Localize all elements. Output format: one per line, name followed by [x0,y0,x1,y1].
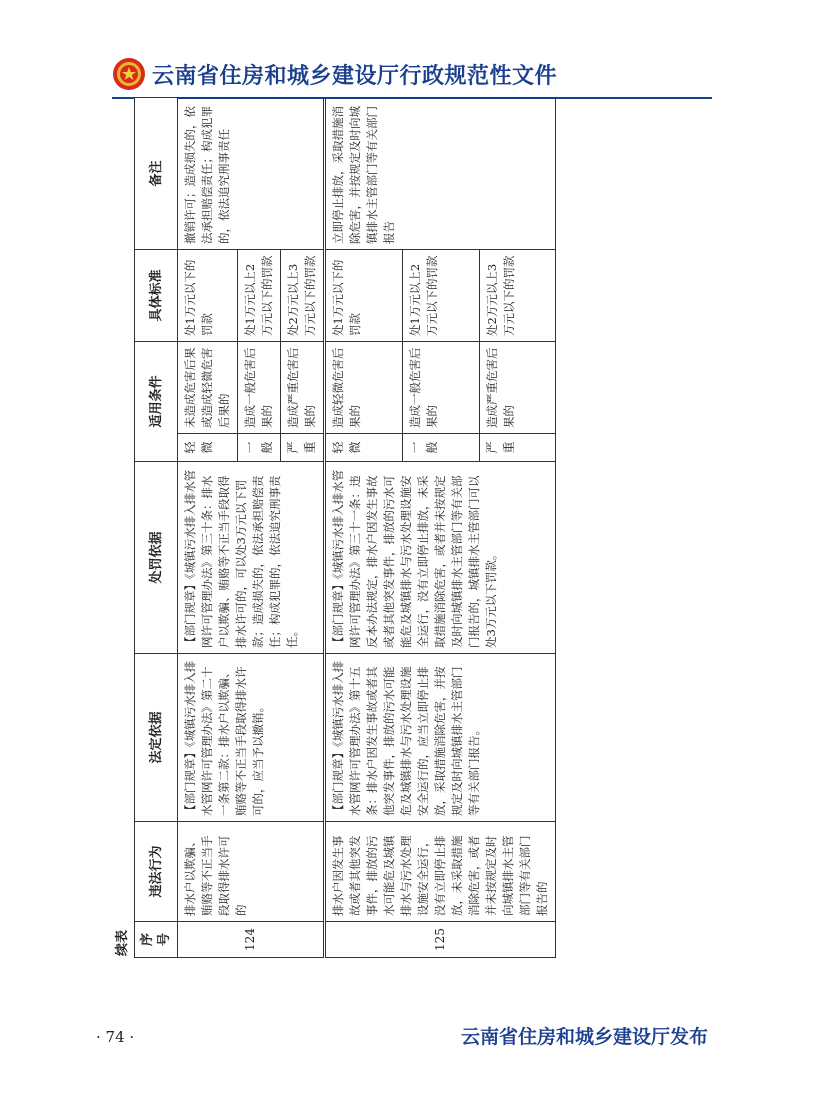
col-header-legal-basis: 法定依据 [135,654,178,822]
condition-cell: 造成轻微危害后果的 [325,341,403,433]
publisher-label: 云南省住房和城乡建设厅发布 [460,1026,708,1048]
legal-basis-cell: 【部门规章】《城镇污水排入排水管网许可管理办法》第二十一条第二款：排水户以欺骗、贿赂等不正当手段取得排水许可的，应当予以撤销。 [178,654,325,822]
col-header-violation: 违法行为 [135,822,178,922]
page-number: · 74 · [96,1028,135,1046]
rotated-table-container [112,98,550,958]
header-title: 云南省住房和城乡建设厅行政规范性文件 [152,63,558,89]
standard-cell: 处2万元以上3万元以下的罚款 [479,249,555,341]
national-emblem-icon [112,57,146,91]
document-header [112,52,712,96]
col-header-standard: 具体标准 [135,249,178,341]
penalty-table [134,97,556,958]
remark-cell: 立即停止排放，采取措施消除危害，并按规定及时向城镇排水主管部门等有关部门报告 [325,97,556,249]
standard-cell: 处1万元以下的罚款 [178,249,238,341]
col-header-number: 序号 [135,922,178,958]
condition-cell: 造成严重危害后果的 [281,341,325,433]
violation-cell: 排水户以欺骗、贿赂等不正当手段取得排水许可的 [178,822,325,922]
level-cell: 轻微 [178,434,238,462]
level-cell: 严重 [479,434,555,462]
condition-cell: 未造成危害后果或造成轻微危害后果的 [178,341,238,433]
level-cell: 轻微 [325,434,403,462]
standard-cell: 处1万元以上2万元以下的罚款 [238,249,281,341]
remark-cell: 撤销许可；造成损失的，依法承担赔偿责任；构成犯罪的，依法追究刑事责任 [178,97,325,249]
penalty-basis-cell: 【部门规章】《城镇污水排入排水管网许可管理办法》第三十一条：违反本办法规定，排水户因发生事故或者其他突发事件，排放的污水可能危及城镇排水与污水处理设施安全运行，没有立即停止排放，未采取措施消除危害，或者并未按规定及时向城镇排水主管部门等有关部门报告的，城镇排水主管部门可以处3万元以下罚款。 [325,462,556,654]
standard-cell: 处1万元以上2万元以下的罚款 [403,249,479,341]
legal-basis-cell: 【部门规章】《城镇污水排入排水管网许可管理办法》第十五条：排水户因发生事故或者其他突发事件，排放的污水可能危及城镇排水与污水处理设施安全运行的，应当立即停止排放，采取措施消除危害，并按规定及时向城镇排水主管部门等有关部门报告。 [325,654,556,822]
condition-cell: 造成一般危害后果的 [238,341,281,433]
table-row [325,97,403,957]
row-number: 124 [178,922,325,958]
level-cell: 严重 [281,434,325,462]
standard-cell: 处2万元以上3万元以下的罚款 [281,249,325,341]
condition-cell: 造成严重危害后果的 [479,341,555,433]
level-cell: 一般 [403,434,479,462]
condition-cell: 造成一般危害后果的 [403,341,479,433]
table-header-row [135,97,178,957]
continued-label: 续表 [115,929,130,956]
col-header-remark: 备注 [135,97,178,249]
col-header-condition: 适用条件 [135,341,178,461]
col-header-penalty-basis: 处罚依据 [135,462,178,654]
level-cell: 一般 [238,434,281,462]
table-row [178,97,238,957]
row-number: 125 [325,922,556,958]
penalty-basis-cell: 【部门规章】《城镇污水排入排水管网许可管理办法》第三十条：排水户以欺骗、贿赂等不正当手段取得排水许可的，可以处3万元以下罚款；造成损失的，依法承担赔偿责任；构成犯罪的，依法追究刑事责任。 [178,462,325,654]
standard-cell: 处1万元以下的罚款 [325,249,403,341]
violation-cell: 排水户因发生事故或者其他突发事件，排放的污水可能危及城镇排水与污水处理设施安全运行，没有立即停止排放，未采取措施消除危害，或者并未按规定及时向城镇排水主管部门等有关部门报告的 [325,822,556,922]
